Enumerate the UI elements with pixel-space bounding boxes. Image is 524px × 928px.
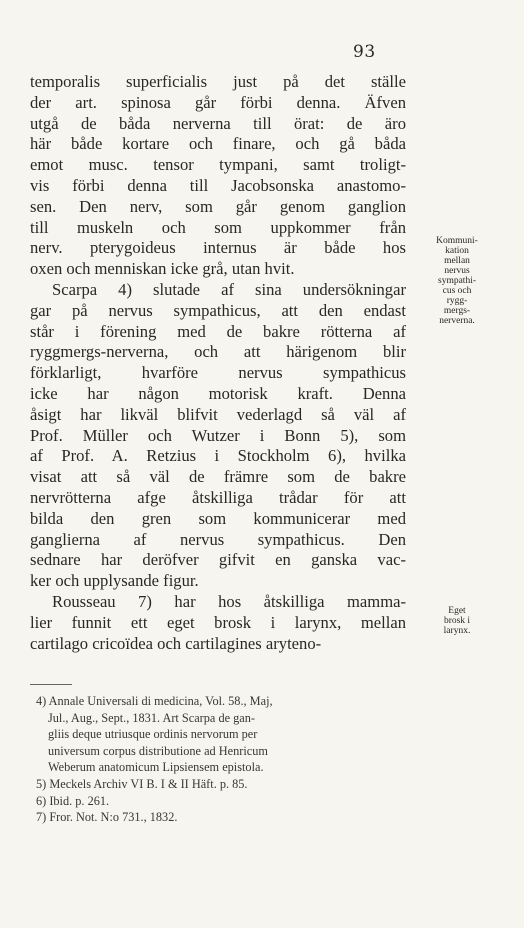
footnote-line: Weberum anatomicum Lipsiensem epistola. (48, 760, 264, 775)
footnote-line: universum corpus distributione ad Henricum (48, 743, 268, 758)
text-line: der art. spinosa går förbi denna. Äfven (30, 92, 406, 112)
page-number: 93 (353, 42, 376, 62)
text-line: oxen och menniskan icke grå, utan hvit. (30, 259, 295, 279)
margin-note-line: cus och (442, 286, 472, 296)
text-line: temporalis superficialis just på det ställe (30, 72, 406, 91)
margin-note-line: brosk i (443, 616, 471, 626)
text-line: af Prof. A. Retzius i Stockholm 6), hvilka (30, 446, 406, 466)
margin-note-line: larynx. (443, 626, 471, 636)
text-line: nervrötterna afge åtskilliga trådar för att (30, 487, 406, 507)
text-line: förklarligt, hvarföre nervus sympathicus (30, 363, 406, 383)
text-line: sen. Den nerv, som går genom ganglion (30, 196, 406, 216)
footnote-divider (30, 684, 72, 685)
text-line: åsigt har likväl blifvit vederlagd så väl af (30, 404, 406, 424)
text-line: vis förbi denna till Jacobsonska anastomo- (30, 175, 406, 195)
footnote-line: Jul., Aug., Sept., 1831. Art Scarpa de gan- (48, 710, 255, 725)
text-line: bilda den gren som kommunicerar med (30, 508, 406, 528)
footnote-line: 6) Ibid. p. 261. (36, 793, 110, 808)
text-line: gar på nervus sympathicus, att den endast (30, 300, 406, 320)
text-line: visat att så väl de främre som de bakre (30, 467, 406, 487)
text-line: står i förening med de bakre rötterna af (30, 321, 406, 341)
text-line: till muskeln och som uppkommer från (30, 217, 406, 237)
text-line: ryggmergs-nerverna, och att härigenom blir (30, 342, 406, 362)
body-text (30, 72, 406, 654)
text-line: ker och upplysande figur. (30, 571, 199, 591)
footnote-line: 4) Annale Universali di medicina, Vol. 58., Maj, (36, 694, 273, 708)
text-line: ganglierna af nervus sympathicus. Den (30, 529, 406, 549)
margin-note-line: sympathi- (438, 276, 476, 286)
text-line: utgå de båda nerverna till örat: de äro (30, 113, 406, 133)
text-line: icke har någon motorisk kraft. Denna (30, 383, 406, 403)
margin-note-line: nerverna. (439, 316, 475, 326)
margin-note-line: mergs- (443, 306, 471, 316)
text-line: sednare har deröfver gifvit en ganska vac- (30, 550, 406, 570)
margin-note-line: Eget (448, 606, 466, 616)
footnotes (36, 693, 364, 826)
margin-note-larynx-cartilage (412, 606, 502, 636)
text-line: emot musc. tensor tympani, samt troligt- (30, 155, 406, 175)
margin-note-line: rygg- (446, 296, 468, 306)
text-line: nerv. pterygoideus internus är både hos (30, 238, 406, 258)
margin-note-line: mellan (444, 256, 470, 266)
footnote-line: gliis deque utriusque ordinis nervorum per (48, 727, 258, 742)
text-line: Prof. Müller och Wutzer i Bonn 5), som (30, 425, 406, 445)
footnote-line: 5) Meckels Archiv VI B. I & II Häft. p. 85. (36, 776, 248, 791)
margin-note-communication (412, 236, 502, 326)
text-line: här både kortare och finare, och gå båda (30, 134, 406, 154)
margin-note-line: Kommuni- (436, 236, 478, 246)
margin-note-line: nervus (444, 266, 470, 276)
text-line: Rousseau 7) har hos åtskilliga mamma- (52, 591, 406, 611)
margin-note-line: kation (445, 246, 469, 256)
text-line: lier funnit ett eget brosk i larynx, mellan (30, 612, 406, 632)
text-line: cartilago cricoïdea och cartilagines aryteno- (30, 633, 322, 653)
footnote-line: 7) Fror. Not. N:o 731., 1832. (36, 810, 178, 825)
text-line: Scarpa 4) slutade af sina undersökningar (52, 279, 406, 299)
